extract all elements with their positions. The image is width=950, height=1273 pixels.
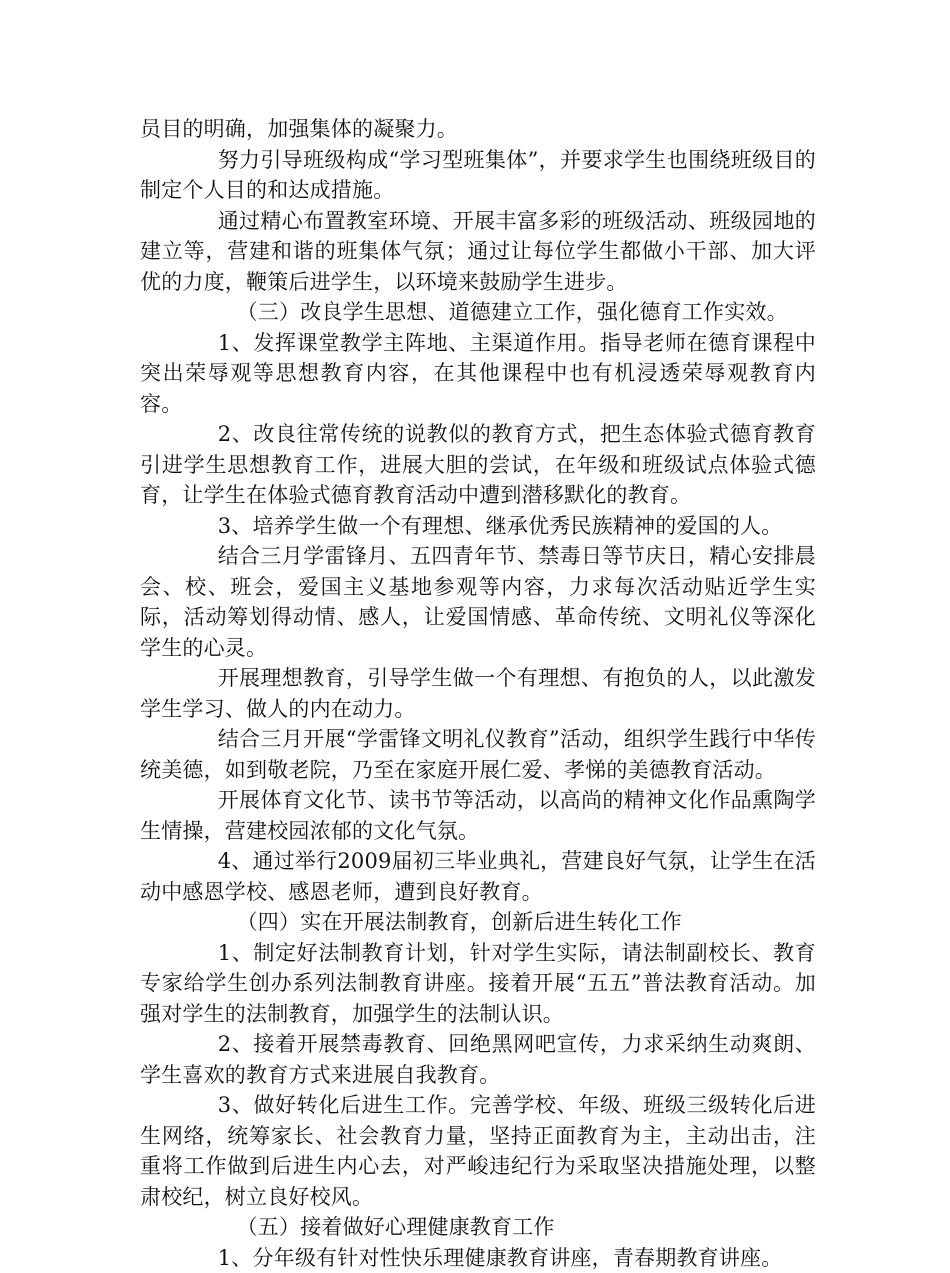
paragraph: 2、改良往常传统的说教似的教育方式，把生态体验式德育教育引进学生思想教育工作，进展大胆的尝试，在年级和班级试点体验式德育，让学生在体验式德育教育活动中遭到潜移默化的教育。 [140, 419, 816, 511]
paragraph: 开展体育文化节、读书节等活动，以高尚的精神文化作品熏陶学生情操，营建校园浓郁的文化气氛。 [140, 785, 816, 846]
paragraph: 2、接着开展禁毒教育、回绝黑网吧宣传，力求采纳生动爽朗、学生喜欢的教育方式来进展自我教育。 [140, 1029, 816, 1090]
document-body [140, 114, 816, 1273]
paragraph: 努力引导班级构成“学习型班集体”，并要求学生也围绕班级目的制定个人目的和达成措施。 [140, 145, 816, 206]
section-heading: （五）接着做好心理健康教育工作 [140, 1212, 816, 1243]
paragraph: 结合三月开展“学雷锋文明礼仪教育”活动，组织学生践行中华传统美德，如到敬老院，乃至在家庭开展仁爱、孝悌的美德教育活动。 [140, 724, 816, 785]
paragraph: 开展理想教育，引导学生做一个有理想、有抱负的人，以此激发学生学习、做人的内在动力。 [140, 663, 816, 724]
paragraph: 员目的明确，加强集体的凝聚力。 [140, 114, 816, 145]
paragraph: 结合三月学雷锋月、五四青年节、禁毒日等节庆日，精心安排晨会、校、班会，爱国主义基地参观等内容，力求每次活动贴近学生实际，活动筹划得动情、感人，让爱国情感、革命传统、文明礼仪等深化学生的心灵。 [140, 541, 816, 663]
paragraph: 1、发挥课堂教学主阵地、主渠道作用。指导老师在德育课程中突出荣辱观等思想教育内容，在其他课程中也有机浸透荣辱观教育内容。 [140, 328, 816, 420]
section-heading: （三）改良学生思想、道德建立工作，强化德育工作实效。 [140, 297, 816, 328]
paragraph: 3、培养学生做一个有理想、继承优秀民族精神的爱国的人。 [140, 511, 816, 542]
paragraph: 4、通过举行2009届初三毕业典礼，营建良好气氛，让学生在活动中感恩学校、感恩老师，遭到良好教育。 [140, 846, 816, 907]
paragraph: 通过精心布置教室环境、开展丰富多彩的班级活动、班级园地的建立等，营建和谐的班集体气氛；通过让每位学生都做小干部、加大评优的力度，鞭策后进学生，以环境来鼓励学生进步。 [140, 206, 816, 298]
paragraph: 3、做好转化后进生工作。完善学校、年级、班级三级转化后进生网络，统筹家长、社会教育力量，坚持正面教育为主，主动出击，注重将工作做到后进生内心去，对严峻违纪行为采取坚决措施处理，以整肃校纪，树立良好校风。 [140, 1090, 816, 1212]
section-heading: （四）实在开展法制教育，创新后进生转化工作 [140, 907, 816, 938]
paragraph: 1、制定好法制教育计划，针对学生实际，请法制副校长、教育专家给学生创办系列法制教育讲座。接着开展“五五”普法教育活动。加强对学生的法制教育，加强学生的法制认识。 [140, 938, 816, 1030]
paragraph: 1、分年级有针对性快乐理健康教育讲座，青春期教育讲座。 [140, 1243, 816, 1273]
